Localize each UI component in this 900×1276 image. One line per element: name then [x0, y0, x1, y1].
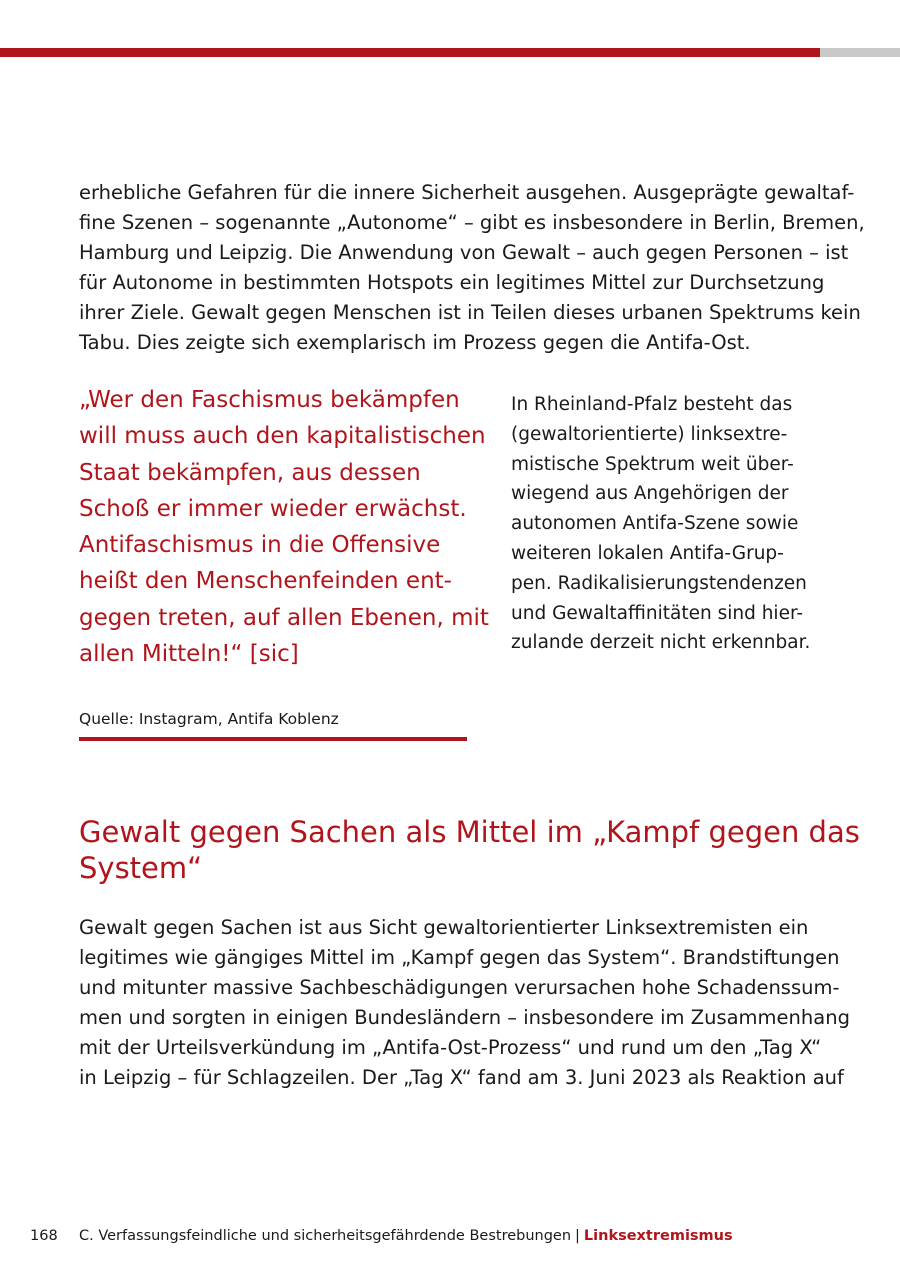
quote-line: Antifaschismus in die Offensive [79, 532, 441, 559]
body-line: Gewalt gegen Sachen ist aus Sicht gewaltorientierter Linksextremisten ein [79, 916, 809, 939]
body-line: und mitunter massive Sachbeschädigungen verursachen hohe Schadenssum- [79, 976, 840, 999]
body-line: mit der Urteilsverkündung im „Antifa-Ost-Prozess“ und rund um den „Tag X“ [79, 1036, 822, 1059]
side-line: wiegend aus Angehörigen der [511, 483, 789, 505]
pull-quote [79, 382, 489, 672]
quote-source-rule [79, 737, 467, 741]
side-line: (gewaltorientierte) linksextre- [511, 423, 788, 445]
intro-line: ihrer Ziele. Gewalt gegen Menschen ist in Teilen dieses urbanen Spektrums kein [79, 301, 861, 324]
intro-line: erhebliche Gefahren für die innere Sicherheit ausgehen. Ausgeprägte gewaltaf- [79, 181, 855, 204]
section-body-paragraph [79, 913, 850, 1093]
running-footer [79, 1225, 733, 1247]
side-line: weiteren lokalen Antifa-Grup- [511, 542, 784, 564]
side-paragraph [511, 390, 811, 658]
quote-line: will muss auch den kapitalistischen [79, 423, 486, 450]
intro-line: für Autonome in bestimmten Hotspots ein legitimes Mittel zur Durchsetzung [79, 271, 825, 294]
quote-line: allen Mitteln!“ [sic] [79, 641, 299, 668]
footer-chapter: C. Verfassungsfeindliche und sicherheitsgefährdende Bestrebungen [79, 1228, 572, 1244]
intro-line: Tabu. Dies zeigte sich exemplarisch im Prozess gegen die Antifa-Ost. [79, 331, 751, 354]
body-line: in Leipzig – für Schlagzeilen. Der „Tag X“ fand am 3. Juni 2023 als Reaktion auf [79, 1066, 844, 1089]
page-footer [0, 1225, 900, 1247]
quote-source: Quelle: Instagram, Antifa Koblenz [79, 710, 339, 728]
quote-line: Schoß er immer wieder erwächst. [79, 495, 467, 522]
body-line: men und sorgten in einigen Bundesländern – insbesondere im Zusammenhang [79, 1006, 850, 1029]
heading-line: Gewalt gegen Sachen als Mittel im „Kampf gegen das [79, 815, 860, 849]
side-line: zulande derzeit nicht erkennbar. [511, 632, 811, 654]
body-line: legitimes wie gängiges Mittel im „Kampf gegen das System“. Brandstiftungen [79, 946, 840, 969]
header-accent-bar [0, 48, 820, 57]
quote-line: heißt den Menschenfeinden ent- [79, 568, 452, 595]
intro-line: fine Szenen – sogenannte „Autonome“ – gibt es insbesondere in Berlin, Bremen, [79, 211, 865, 234]
side-line: und Gewaltaffinitäten sind hier- [511, 602, 804, 624]
footer-section-label: Linksextremismus [583, 1228, 733, 1244]
side-line: pen. Radikalisierungstendenzen [511, 572, 807, 594]
footer-separator: | [575, 1228, 580, 1244]
side-line: autonomen Antifa-Szene sowie [511, 513, 799, 535]
side-line: In Rheinland-Pfalz besteht das [511, 394, 793, 415]
quote-line: „Wer den Faschismus bekämpfen [79, 387, 460, 413]
header-grey-bar [820, 48, 900, 57]
heading-line: System“ [79, 851, 203, 885]
quote-line: Staat bekämpfen, aus dessen [79, 459, 421, 486]
section-heading [79, 814, 860, 886]
side-line: mistische Spektrum weit über- [511, 453, 794, 475]
intro-line: Hamburg und Leipzig. Die Anwendung von Gewalt – auch gegen Personen – ist [79, 241, 849, 264]
page-number: 168 [30, 1228, 58, 1244]
intro-paragraph [79, 178, 865, 358]
quote-line: gegen treten, auf allen Ebenen, mit [79, 604, 489, 631]
